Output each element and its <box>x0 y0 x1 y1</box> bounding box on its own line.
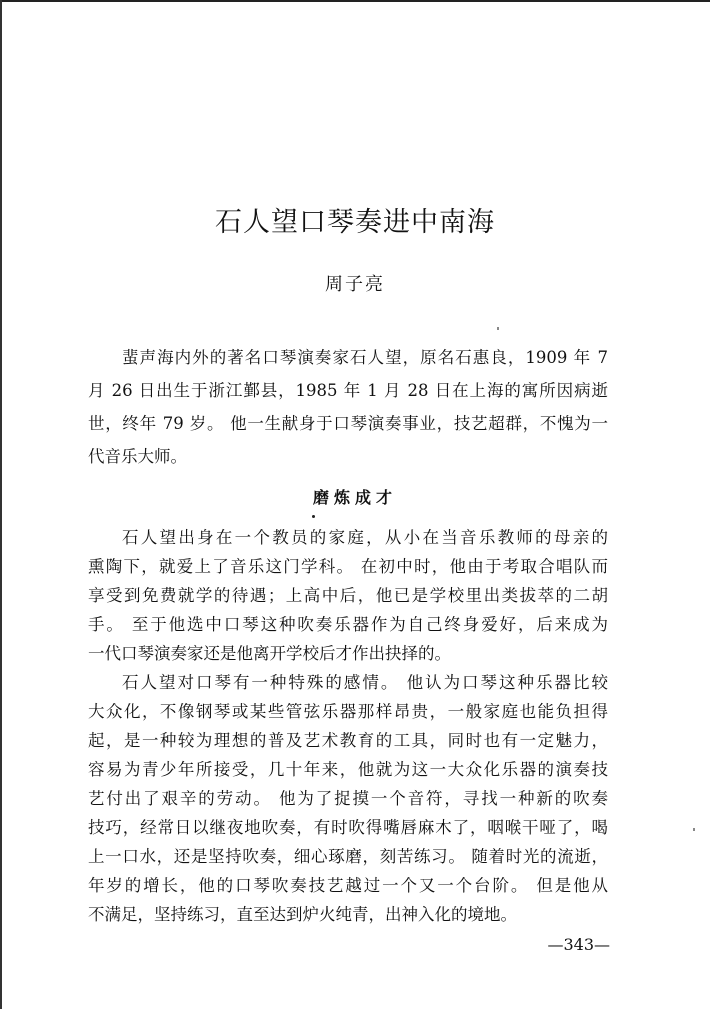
intro-line-2: 月 26 日出生于浙江鄞县，1985 年 1 月 28 日在上海的寓所因病逝 <box>88 381 608 400</box>
para1-line-1: 石人望出身在一个教员的家庭，从小在当音乐教师的母亲的 <box>122 528 608 547</box>
para2-line-6: 技巧，经常日以继夜地吹奏，有时吹得嘴唇麻木了，咽喉干哑了，喝 <box>88 818 608 837</box>
top-border-line <box>0 0 710 2</box>
para2-line-4: 容易为青少年所接受，几十年来，他就为这一大众化乐器的演奏技 <box>88 760 608 779</box>
para2-line-8: 年岁的增长，他的口琴吹奏技艺越过一个又一个台阶。 但是他从 <box>88 876 608 895</box>
article-author: 周子亮 <box>325 274 385 295</box>
para2-line-7: 上一口水，还是坚持吹奏，细心琢磨，刻苦练习。 随着时光的流逝， <box>88 847 608 866</box>
scan-speck <box>497 327 499 330</box>
para1-line-3: 享受到免费就学的待遇；上高中后，他已是学校里出类拔萃的二胡 <box>88 586 608 605</box>
article-title: 石人望口琴奏进中南海 <box>215 207 495 238</box>
para1-line-2: 熏陶下，就爱上了音乐这门学科。 在初中时，他由于考取合唱队而 <box>88 557 608 576</box>
para2-line-3: 起，是一种较为理想的普及艺术教育的工具，同时也有一定魅力， <box>88 731 608 750</box>
section-heading: 磨炼成才 <box>312 488 397 507</box>
stray-dot-mark <box>312 515 315 518</box>
para2-line-9: 不满足，坚持练习，直至达到炉火纯青，出神入化的境地。 <box>88 905 517 924</box>
intro-line-3: 世，终年 79 岁。 他一生献身于口琴演奏事业，技艺超群，不愧为一 <box>88 414 608 433</box>
para1-line-5: 一代口琴演奏家还是他离开学校后才作出抉择的。 <box>88 644 451 663</box>
page-number: —343— <box>547 935 610 954</box>
intro-line-4: 代音乐大师。 <box>88 447 187 466</box>
scan-speck <box>693 828 695 831</box>
para2-line-5: 艺付出了艰辛的劳动。 他为了捉摸一个音符，寻找一种新的吹奏 <box>88 789 608 808</box>
intro-line-1: 蜚声海内外的著名口琴演奏家石人望，原名石惠良，1909 年 7 <box>122 348 608 367</box>
para2-line-2: 大众化，不像钢琴或某些管弦乐器那样昂贵，一般家庭也能负担得 <box>88 702 608 721</box>
para2-line-1: 石人望对口琴有一种特殊的感情。 他认为口琴这种乐器比较 <box>122 673 608 692</box>
para1-line-4: 手。 至于他选中口琴这种吹奏乐器作为自己终身爱好，后来成为 <box>88 615 608 634</box>
